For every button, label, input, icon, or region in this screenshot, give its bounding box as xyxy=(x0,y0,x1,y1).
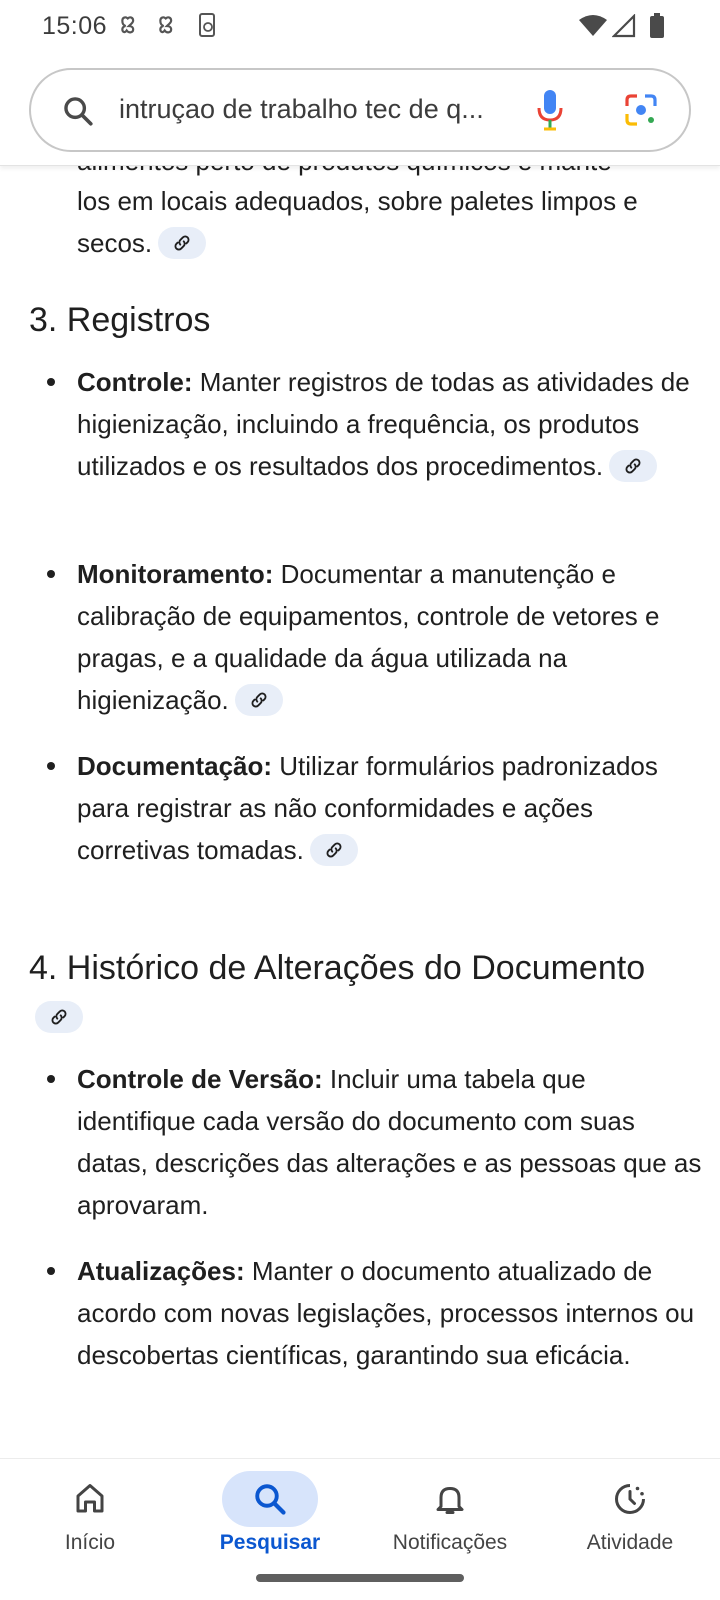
phone-sync-icon xyxy=(196,12,220,38)
wifi-icon xyxy=(578,14,608,38)
battery-icon xyxy=(648,12,666,40)
item-text: Documentar a manutenção e calibração de equipamentos, controle de vetores e pragas, e a qualidade da água utilizada na higienização. xyxy=(77,559,660,715)
section-heading-historico xyxy=(29,944,689,1042)
search-input[interactable] xyxy=(29,68,691,152)
nav-item-home[interactable] xyxy=(0,1459,180,1600)
item-text: Utilizar formulários padronizados para registrar as não conformidades e ações corretivas tomadas. xyxy=(77,751,658,865)
source-link-chip[interactable] xyxy=(235,684,283,716)
link-icon xyxy=(249,690,269,710)
mic-icon[interactable] xyxy=(535,88,565,132)
lens-icon[interactable] xyxy=(623,92,659,128)
nav-item-activity[interactable] xyxy=(540,1459,720,1600)
activity-icon xyxy=(612,1481,648,1517)
nav-icon-wrap xyxy=(402,1471,498,1527)
item-label: Controle de Versão: xyxy=(77,1064,323,1094)
link-icon xyxy=(623,456,643,476)
search-icon xyxy=(252,1481,288,1517)
home-indicator[interactable] xyxy=(256,1574,464,1582)
list-item xyxy=(77,745,702,871)
item-label: Monitoramento: xyxy=(77,559,274,589)
link-icon xyxy=(172,233,192,253)
status-bar xyxy=(0,0,720,56)
continued-text: los em locais adequados, sobre paletes limpos e secos. xyxy=(77,186,638,258)
source-link-chip[interactable] xyxy=(310,834,358,866)
list-item xyxy=(77,1058,702,1226)
link-icon xyxy=(49,1007,69,1027)
status-time: 15:06 xyxy=(42,12,108,40)
nav-icon-wrap xyxy=(42,1471,138,1527)
source-link-chip[interactable] xyxy=(609,450,657,482)
notification-app-icon xyxy=(118,12,144,38)
nav-label: Pesquisar xyxy=(219,1531,321,1554)
source-link-chip[interactable] xyxy=(158,227,206,259)
heading-text: 4. Histórico de Alterações do Documento xyxy=(29,949,646,987)
nav-label: Início xyxy=(64,1531,116,1554)
link-icon xyxy=(324,840,344,860)
source-link-chip[interactable] xyxy=(35,1001,83,1033)
item-label: Controle: xyxy=(77,367,193,397)
nav-label: Notificações xyxy=(392,1531,508,1554)
section-heading-registros: 3. Registros xyxy=(29,301,211,339)
signal-icon xyxy=(612,14,636,38)
item-text: Manter o documento atualizado de acordo com novas legislações, processos internos ou descobertas científicas, garantindo sua eficácia. xyxy=(77,1256,695,1370)
item-label: Documentação: xyxy=(77,751,273,781)
item-text: Incluir uma tabela que identifique cada versão do documento com suas datas, descrições das alterações e as pessoas que as aprovaram. xyxy=(77,1064,702,1220)
search-icon xyxy=(61,94,95,128)
continued-paragraph xyxy=(77,180,697,264)
list-item xyxy=(77,553,702,721)
item-label: Atualizações: xyxy=(77,1256,245,1286)
item-text: Manter registros de todas as atividades de higienização, incluindo a frequência, os produtos utilizados e os resultados dos procedimentos. xyxy=(77,367,690,481)
bell-icon xyxy=(432,1481,468,1517)
nav-active-pill xyxy=(222,1471,318,1527)
notification-app-icon xyxy=(156,12,182,38)
nav-label: Atividade xyxy=(586,1531,674,1554)
list-item xyxy=(77,361,702,487)
list-item xyxy=(77,1250,702,1376)
nav-icon-wrap xyxy=(582,1471,678,1527)
search-header xyxy=(0,56,720,166)
search-query[interactable]: intruçao de trabalho tec de q... xyxy=(119,94,484,124)
home-icon xyxy=(72,1481,108,1517)
